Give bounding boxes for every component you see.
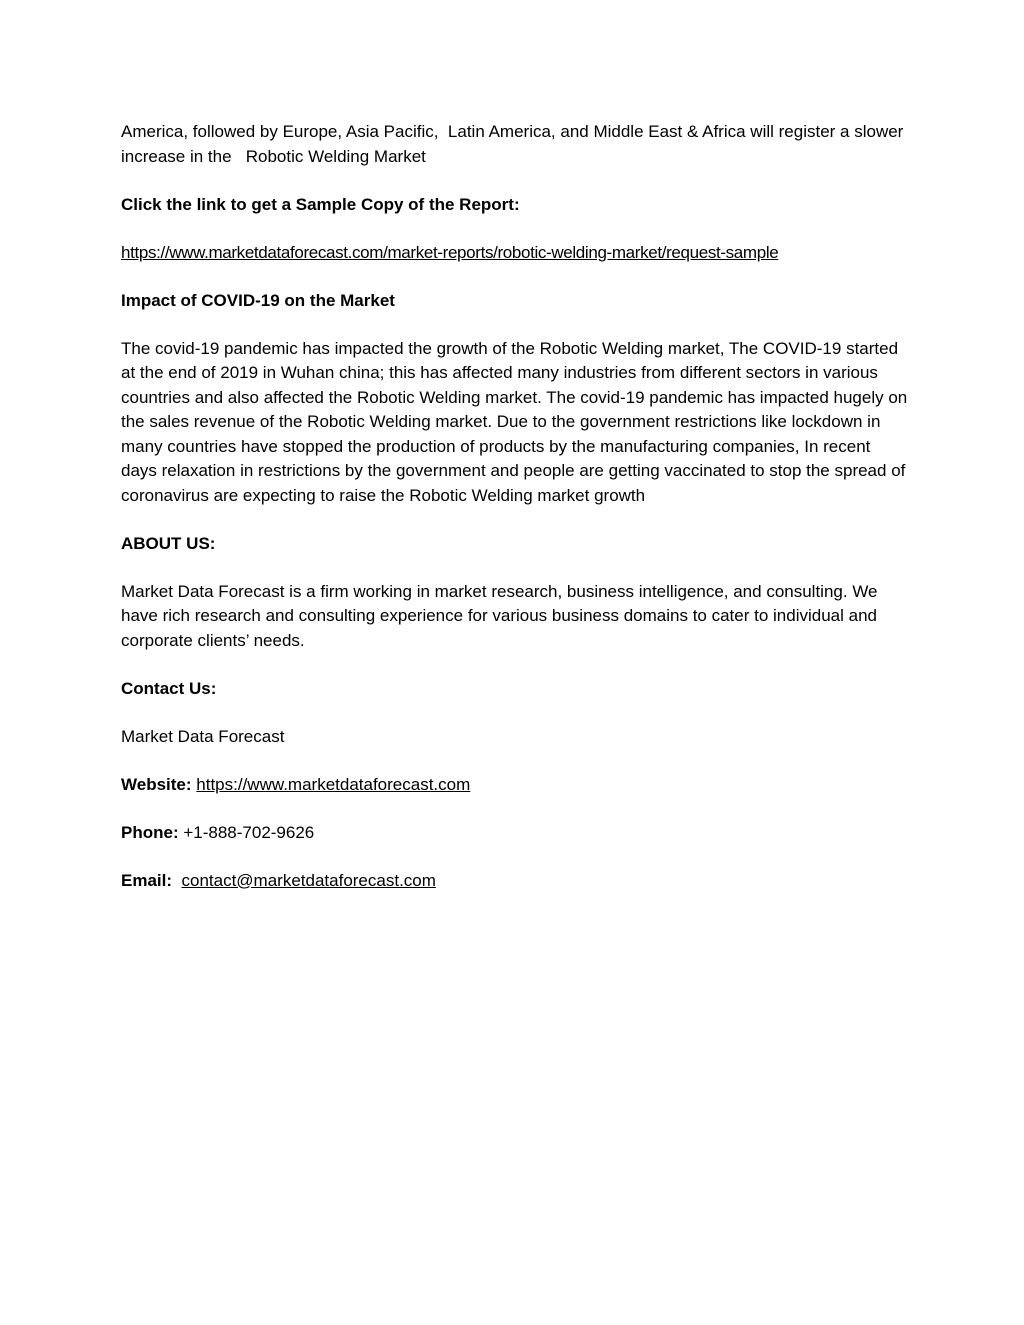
sample-request-link[interactable]: https://www.marketdataforecast.com/market-reports/robotic-welding-market/request-sample <box>121 242 779 262</box>
website-line <box>121 773 911 798</box>
email-link[interactable]: contact@marketdataforecast.com <box>181 870 436 890</box>
covid-paragraph: The covid-19 pandemic has impacted the growth of the Robotic Welding market, The COVID-19 started at the end of 2019 in Wuhan china; this has affected many industries from different sectors in various countries and also affected the Robotic Welding market. The covid-19 pandemic has impacted hugely on the sales revenue of the Robotic Welding market. Due to the government restrictions like lockdown in many countries have stopped the production of products by the manufacturing companies, In recent days relaxation in restrictions by the government and people are getting vaccinated to stop the spread of coronavirus are expecting to raise the Robotic Welding market growth <box>121 338 912 505</box>
email-line <box>121 869 911 894</box>
phone-value: +1-888-702-9626 <box>183 822 315 842</box>
sample-link-line <box>121 241 911 266</box>
website-label: Website: <box>121 774 192 794</box>
covid-heading: Impact of COVID-19 on the Market <box>121 290 395 310</box>
sample-heading: Click the link to get a Sample Copy of the Report: <box>121 194 520 214</box>
intro-paragraph: America, followed by Europe, Asia Pacific, Latin America, and Middle East & Africa will register a slower increase in the Robotic Welding Market <box>121 122 909 166</box>
phone-line <box>121 821 911 846</box>
document-page <box>121 120 911 917</box>
contact-heading: Contact Us: <box>121 678 217 698</box>
about-heading: ABOUT US: <box>121 533 216 553</box>
company-name: Market Data Forecast <box>121 726 285 746</box>
about-paragraph: Market Data Forecast is a firm working in market research, business intelligence, and consulting. We have rich research and consulting experience for various business domains to cater to individual and corporate clients’ needs. <box>121 581 883 650</box>
website-link[interactable]: https://www.marketdataforecast.com <box>196 774 471 794</box>
phone-label: Phone: <box>121 822 179 842</box>
email-label: Email: <box>121 870 173 890</box>
